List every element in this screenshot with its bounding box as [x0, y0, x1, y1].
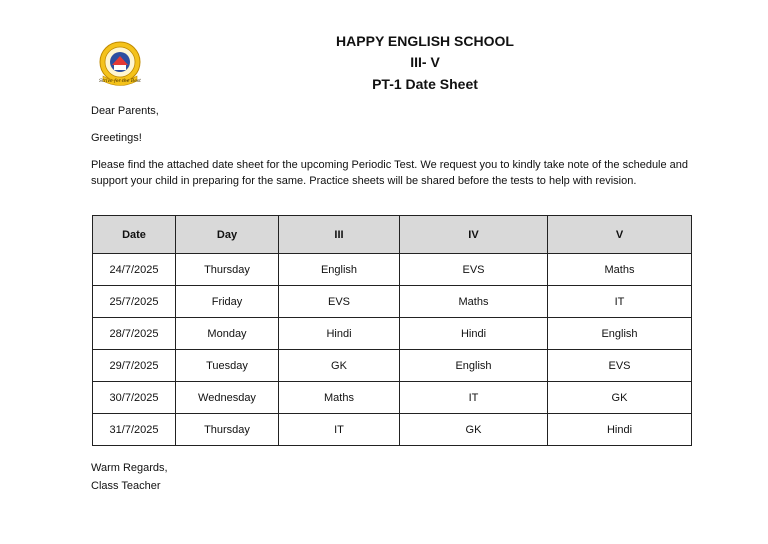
header-class-iv: IV [400, 216, 548, 254]
table-row [93, 350, 692, 382]
subject-cell: Maths [279, 382, 400, 414]
subject-cell: Hindi [400, 318, 548, 350]
header-day: Day [176, 216, 279, 254]
subject-cell: GK [279, 350, 400, 382]
school-logo [95, 40, 145, 90]
day-cell: Thursday [176, 254, 279, 286]
date-cell: 24/7/2025 [93, 254, 176, 286]
letter-body: Please find the attached date sheet for the upcoming Periodic Test. We request you to kindly take note of the schedule and support your child in preparing for the same. Practice sheets will be shared before the tests to help with revision. [91, 159, 689, 187]
subject-cell: IT [548, 286, 692, 318]
day-cell: Tuesday [176, 350, 279, 382]
sheet-title: PT-1 Date Sheet [372, 76, 478, 92]
date-cell: 25/7/2025 [93, 286, 176, 318]
table-row [93, 254, 692, 286]
header-class-v: V [548, 216, 692, 254]
table-header-row [93, 216, 692, 254]
subject-cell: English [548, 318, 692, 350]
subject-cell: English [400, 350, 548, 382]
subject-cell: Hindi [279, 318, 400, 350]
date-cell: 29/7/2025 [93, 350, 176, 382]
subject-cell: GK [548, 382, 692, 414]
day-cell: Monday [176, 318, 279, 350]
subject-cell: EVS [279, 286, 400, 318]
greeting: Greetings! [91, 132, 142, 144]
subject-cell: English [279, 254, 400, 286]
subject-cell: IT [400, 382, 548, 414]
date-cell: 31/7/2025 [93, 414, 176, 446]
table-row [93, 414, 692, 446]
date-cell: 28/7/2025 [93, 318, 176, 350]
header-class-iii: III [279, 216, 400, 254]
logo-motto: Strive for the Best [99, 79, 141, 84]
class-range: III- V [410, 54, 440, 70]
subject-cell: Maths [548, 254, 692, 286]
subject-cell: Hindi [548, 414, 692, 446]
subject-cell: EVS [548, 350, 692, 382]
school-name: HAPPY ENGLISH SCHOOL [336, 33, 514, 49]
date-sheet-table [92, 215, 692, 446]
closing: Warm Regards, [91, 462, 168, 474]
subject-cell: GK [400, 414, 548, 446]
table-row [93, 382, 692, 414]
subject-cell: IT [279, 414, 400, 446]
day-cell: Thursday [176, 414, 279, 446]
header-date: Date [93, 216, 176, 254]
day-cell: Wednesday [176, 382, 279, 414]
signature: Class Teacher [91, 480, 161, 492]
date-cell: 30/7/2025 [93, 382, 176, 414]
table-row [93, 318, 692, 350]
subject-cell: EVS [400, 254, 548, 286]
table-row [93, 286, 692, 318]
subject-cell: Maths [400, 286, 548, 318]
salutation: Dear Parents, [91, 105, 159, 117]
day-cell: Friday [176, 286, 279, 318]
